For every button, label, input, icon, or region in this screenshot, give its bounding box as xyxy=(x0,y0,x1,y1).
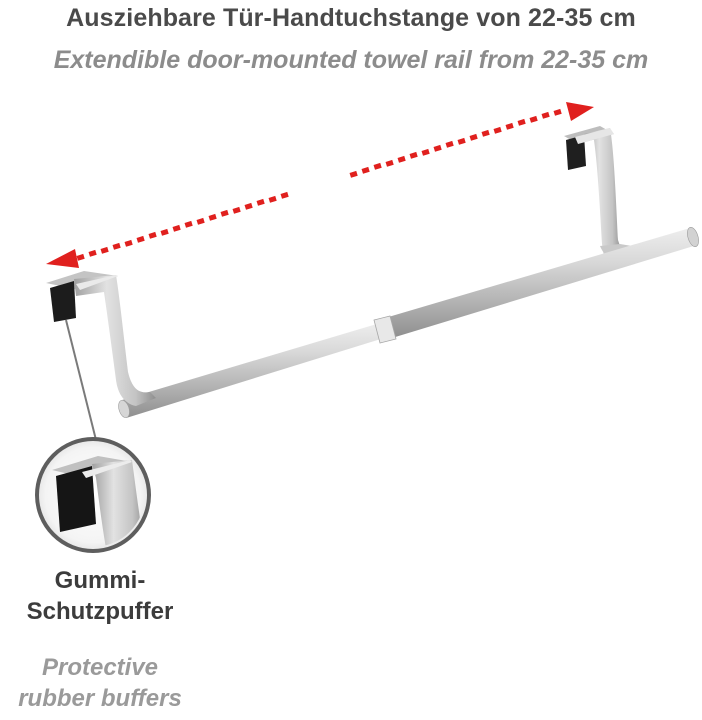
callout-leader-line xyxy=(66,320,96,440)
callout-label-german-line2: Schutzpuffer xyxy=(26,598,174,625)
outer-tube xyxy=(385,226,701,338)
callout-label-german xyxy=(0,565,200,627)
title-english: Extendible door-mounted towel rail from 22-35 cm xyxy=(53,46,649,74)
arrowhead-right xyxy=(566,102,594,121)
arrowhead-left xyxy=(46,249,79,268)
right-door-hook xyxy=(564,126,634,262)
callout-label-english xyxy=(0,652,200,714)
callout-label-english-line1: Protective xyxy=(41,654,159,681)
detail-zoom-icon xyxy=(37,439,149,570)
inner-tube xyxy=(117,323,384,419)
extension-arrow-icon xyxy=(46,102,594,268)
callout-label-german-line1: Gummi- xyxy=(54,567,146,594)
callout-label-english-line2: rubber buffers xyxy=(18,685,182,712)
left-door-hook xyxy=(46,271,156,406)
title-german: Ausziehbare Tür-Handtuchstange von 22-35 cm xyxy=(66,4,636,32)
arrow-dots-right xyxy=(350,109,562,178)
arrow-dots-left xyxy=(77,192,289,261)
